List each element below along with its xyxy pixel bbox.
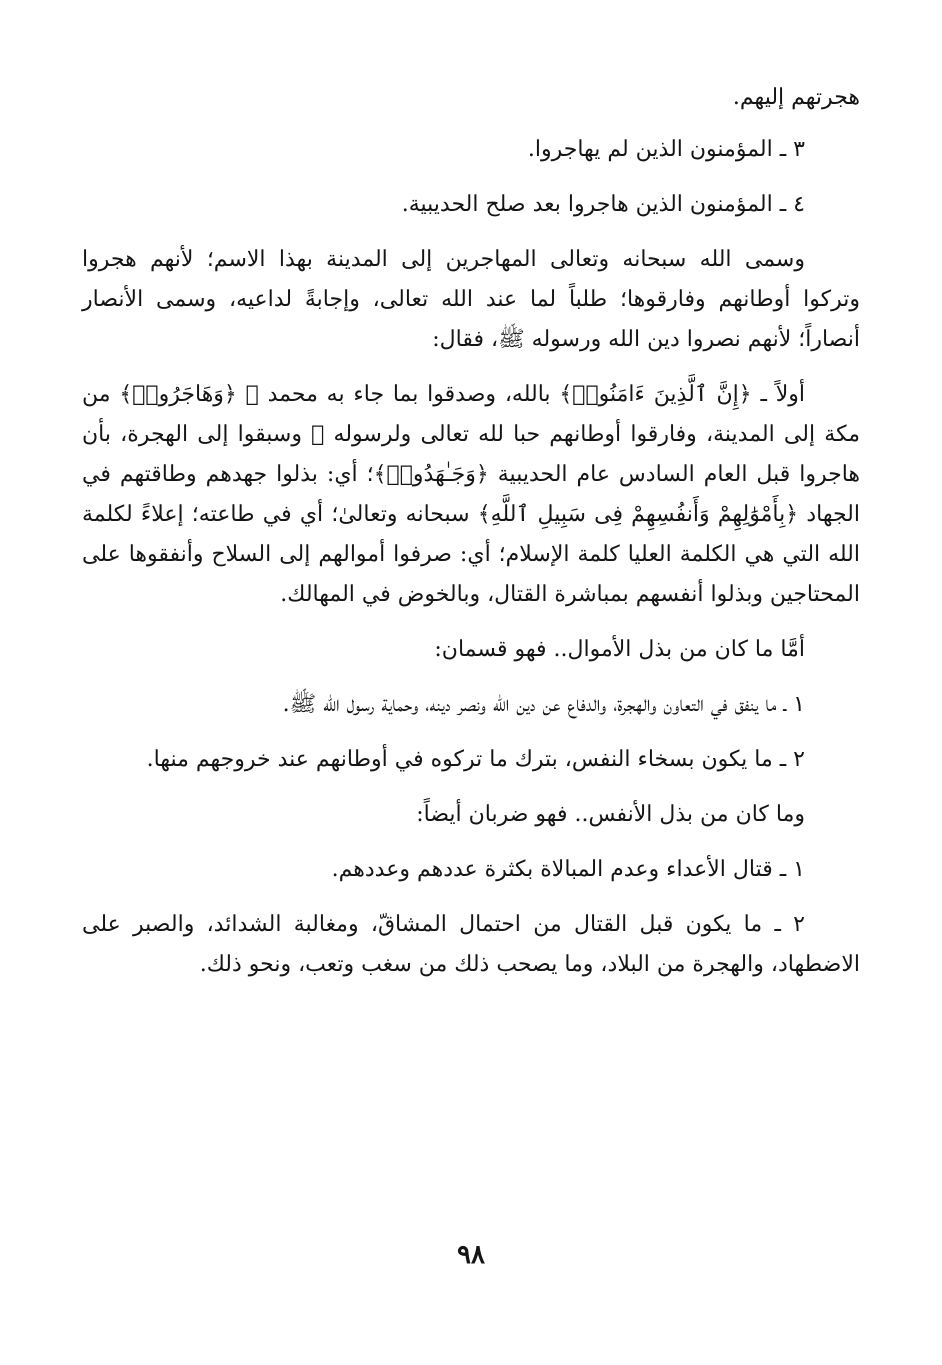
paragraph-first-point: أولاً ـ ﴿إِنَّ ٱلَّذِينَ ءَامَنُوا۟﴾ بالله، وصدقوا بما جاء به محمد ﷺ ﴿وَهَاجَرُوا۟﴾ من مكة إلى المدينة، وفارقوا أوطانهم حبا لله تعالى ولرسوله ﷺ وسبقوا إلى الهجرة، بأن هاجروا قبل العام السادس عام الحديبية ﴿وَجَـٰهَدُوا۟﴾؛ أي: بذلوا جهدهم وطاقتهم في الجهاد ﴿بِأَمْوَٰلِهِمْ وَأَنفُسِهِمْ فِى سَبِيلِ ٱللَّهِ﴾ سبحانه وتعالىٰ؛ أي في طاعته؛ إعلاءً لكلمة الله التي هي الكلمة العليا كلمة الإسلام؛ أي: صرفوا أموالهم إلى السلاح وأنفقوها على المحتاجين وبذلوا أنفسهم بمباشرة القتال، وبالخوض في المهالك. xyxy=(82,382,860,607)
page-body xyxy=(82,78,860,1000)
list-item-3: ٣ ـ المؤمنون الذين لم يهاجروا. xyxy=(527,137,805,162)
paragraph-self-heading: وما كان من بذل الأنفس.. فهو ضربان أيضاً: xyxy=(416,802,805,827)
self-item-1: ١ ـ قتال الأعداء وعدم المبالاة بكثرة عددهم وعددهم. xyxy=(331,857,805,882)
wealth-item-1: ١ ـ ما ينفق في التعاون والهجرة، والدفاع عن دين الله ونصر دينه، وحماية رسول الله ﷺ. xyxy=(282,692,805,717)
self-item-2: ٢ ـ ما يكون قبل القتال من احتمال المشاقّ، ومغالبة الشدائد، والصبر على الاضطهاد، والهجرة من البلاد، وما يصحب ذلك من سغب وتعب، ونحو ذلك. xyxy=(82,912,860,977)
paragraph-continuation: هجرتهم إليهم. xyxy=(732,85,860,110)
page-number: ٩٨ xyxy=(457,1240,485,1270)
wealth-item-2: ٢ ـ ما يكون بسخاء النفس، بترك ما تركوه في أوطانهم عند خروجهم منها. xyxy=(146,747,805,772)
list-item-4: ٤ ـ المؤمنون الذين هاجروا بعد صلح الحديبية. xyxy=(401,192,805,217)
paragraph-muhajirin: وسمى الله سبحانه وتعالى المهاجرين إلى المدينة بهذا الاسم؛ لأنهم هجروا وتركوا أوطانهم وفارقوها؛ طلباً لما عند الله تعالى، وإجابةً لداعيه، وسمى الأنصار أنصاراً؛ لأنهم نصروا دين الله ورسوله ﷺ، فقال: xyxy=(82,247,860,352)
paragraph-wealth-heading: أمَّا ما كان من بذل الأموال.. فهو قسمان: xyxy=(434,637,805,662)
